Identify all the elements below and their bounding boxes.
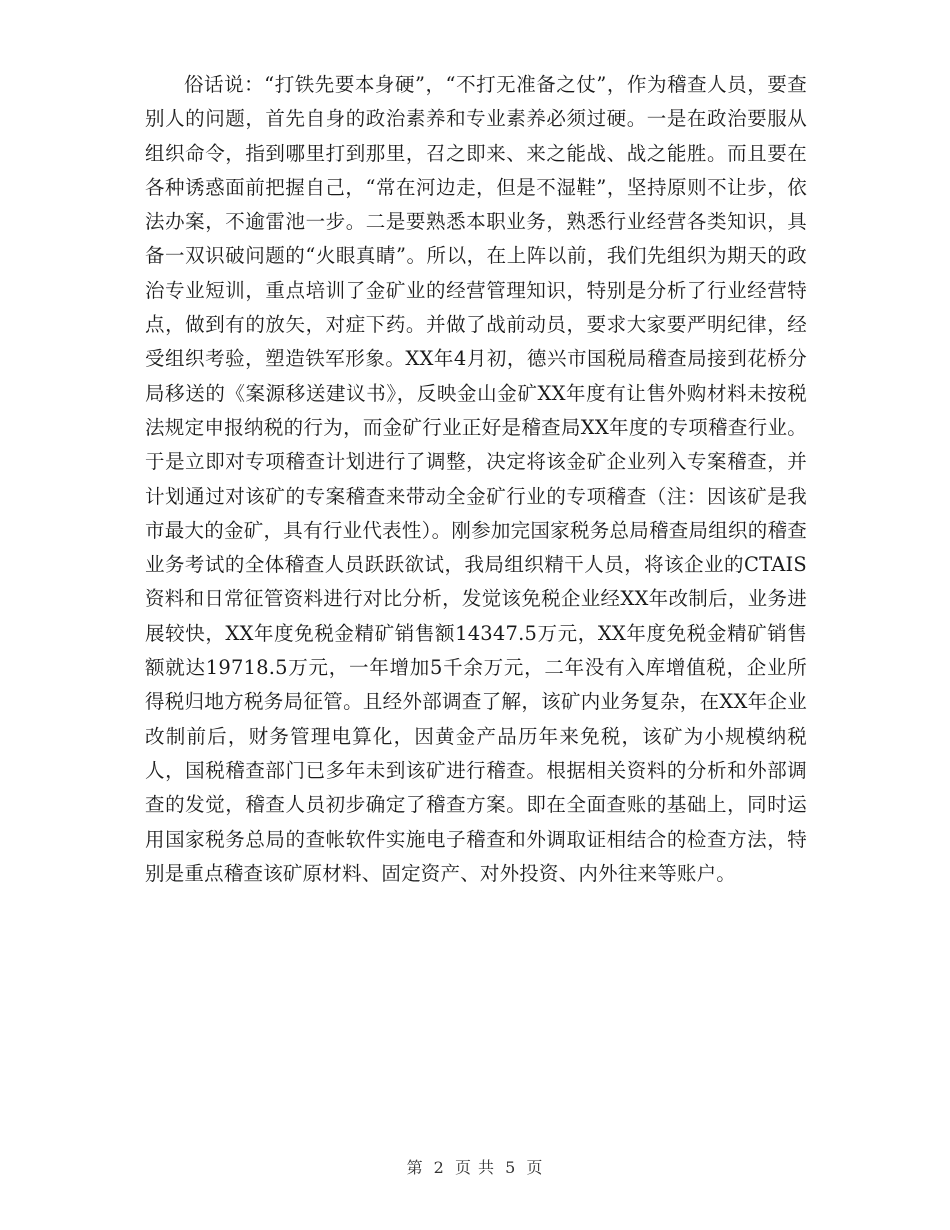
page-total: 5 bbox=[505, 1158, 517, 1177]
page-middle: 页 共 bbox=[454, 1158, 496, 1177]
page-suffix: 页 bbox=[526, 1158, 544, 1177]
page-number: 2 bbox=[433, 1158, 445, 1177]
page-prefix: 第 bbox=[406, 1158, 424, 1177]
page-footer bbox=[0, 1155, 950, 1178]
body-paragraph: 俗话说：“打铁先要本身硬”，“不打无准备之仗”，作为稽查人员，要查别人的问题，首先自身的政治素养和专业素养必须过硬。一是在政治要服从组织命令，指到哪里打到那里，召之即来、来之能战、战之能胜。而且要在各种诱惑面前把握自己，“常在河边走，但是不湿鞋”，坚持原则不让步，依法办案，不逾雷池一步。二是要熟悉本职业务，熟悉行业经营各类知识，具备一双识破问题的“火眼真睛”。所以，在上阵以前，我们先组织为期天的政治专业短训，重点培训了金矿业的经营管理知识，特别是分析了行业经营特点，做到有的放矢，对症下药。并做了战前动员，要求大家要严明纪律，经受组织考验，塑造铁军形象。XX年4月初，德兴市国税局稽查局接到花桥分局移送的《案源移送建议书》，反映金山金矿XX年度有让售外购材料未按税法规定申报纳税的行为，而金矿行业正好是稽查局XX年度的专项稽查行业。于是立即对专项稽查计划进行了调整，决定将该金矿企业列入专案稽查，并计划通过对该矿的专案稽查来带动全金矿行业的专项稽查（注：因该矿是我市最大的金矿，具有行业代表性）。刚参加完国家税务总局稽查局组织的稽查业务考试的全体稽查人员跃跃欲试，我局组织精干人员，将该企业的CTAIS资料和日常征管资料进行对比分析，发觉该免税企业经XX年改制后，业务进展较快，XX年度免税金精矿销售额14347.5万元，XX年度免税金精矿销售额就达19718.5万元，一年增加5千余万元，二年没有入库增值税，企业所得税归地方税务局征管。且经外部调查了解，该矿内业务复杂，在XX年企业改制前后，财务管理电算化，因黄金产品历年来免税，该矿为小规模纳税人，国税稽查部门已多年未到该矿进行稽查。根据相关资料的分析和外部调查的发觉，稽查人员初步确定了稽查方案。即在全面查账的基础上，同时运用国家税务总局的查帐软件实施电子稽查和外调取证相结合的检查方法，特别是重点稽查该矿原材料、固定资产、对外投资、内外往来等账户。 bbox=[145, 73, 807, 885]
